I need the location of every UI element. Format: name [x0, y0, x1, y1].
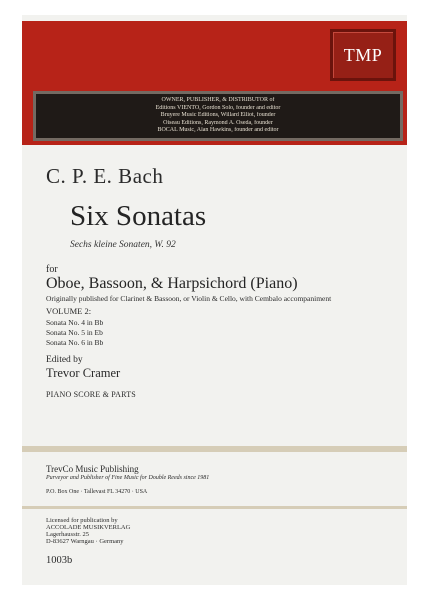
- catalog-number: 1003b: [46, 555, 73, 566]
- license-line: D-83627 Warngau · Germany: [46, 538, 124, 545]
- owner-line: OWNER, PUBLISHER, & DISTRIBUTOR of: [161, 97, 275, 103]
- tmp-logo: [330, 29, 396, 81]
- owner-line: Oiseau Editions, Raymond A. Oseda, founder: [163, 119, 273, 126]
- title: Six Sonatas: [70, 200, 207, 232]
- original-note: Originally published for Clarinet & Bassoon, or Violin & Cello, with Cembalo accompaniment: [46, 294, 332, 303]
- score-parts-label: PIANO SCORE & PARTS: [46, 390, 136, 399]
- editor-name: Trevor Cramer: [46, 366, 121, 380]
- subtitle: Sechs kleine Sonaten, W. 92: [70, 240, 176, 250]
- tmp-logo-text: TMP: [343, 44, 383, 65]
- for-label: for: [46, 264, 58, 275]
- instrumentation: Oboe, Bassoon, & Harpsichord (Piano): [46, 275, 298, 292]
- owner-line: Editions VIENTO, Gordon Solo, founder and editor: [155, 104, 281, 111]
- owner-line: BOCAL Music, Alan Hawkins, founder and editor: [157, 127, 279, 133]
- sonata-item: Sonata No. 5 in Eb: [46, 328, 103, 337]
- sonata-item: Sonata No. 4 in Bb: [46, 318, 104, 327]
- divider-top: [22, 446, 407, 452]
- sonata-item: Sonata No. 6 in Bb: [46, 338, 104, 347]
- divider-bottom: [22, 506, 407, 509]
- volume-label: VOLUME 2:: [46, 306, 92, 316]
- edited-by-label: Edited by: [46, 355, 83, 365]
- publisher-name: TrevCo Music Publishing: [46, 464, 139, 474]
- license-line: Lagerhausstr. 25: [46, 531, 89, 538]
- license-line: Licensed for publication by: [46, 517, 118, 524]
- publisher-address: P.O. Box One · Tallevast FL 34270 · USA: [46, 489, 148, 495]
- owner-line: Bruyere Music Editions, Willard Elliot, founder: [160, 112, 276, 118]
- owner-box: [33, 91, 403, 141]
- composer: C. P. E. Bach: [46, 164, 164, 188]
- license-line: ACCOLADE MUSIKVERLAG: [46, 524, 131, 531]
- publisher-tagline: Purveyor and Publisher of Fine Music for Double Reeds since 1981: [46, 475, 210, 481]
